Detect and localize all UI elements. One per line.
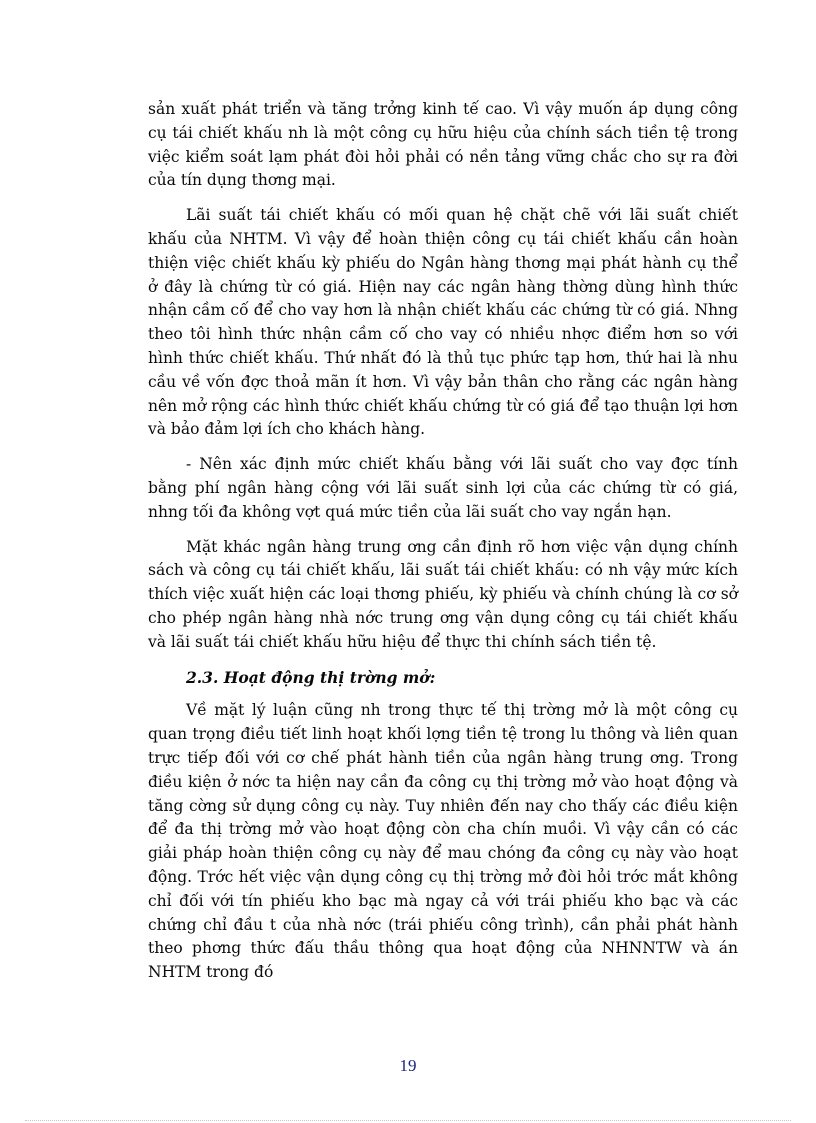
paragraph-1: sản xuất phát triển và tăng trởng kinh tế cao. Vì vậy muốn áp dụng công cụ tái chiết khấu nh là một công cụ hữu hiệu của chính sách tiền tệ trong việc kiểm soát lạm phát đòi hỏi phải có nền tảng vững chắc cho sự ra đời của tín dụng thơng mại. [148,100,738,190]
paragraph-2: Lãi suất tái chiết khấu có mối quan hệ chặt chẽ với lãi suất chiết khấu của NHTM. Vì vậy để hoàn thiện công cụ tái chiết khấu cần hoàn thiện việc chiết khấu kỳ phiếu do Ngân hàng thơng mại phát hành cụ thể ở đây là chứng từ có giá. Hiện nay các ngân hàng thờng dùng hình thức nhận cầm cố để cho vay hơn là nhận chiết khấu các chứng từ có giá. Nhng theo tôi hình thức nhận cầm cố cho vay có nhiều nhợc điểm hơn so với hình thức chiết khấu. Thứ nhất đó là thủ tục phức tạp hơn, thứ hai là nhu cầu về vốn đợc thoả mãn ít hơn. Vì vậy bản thân cho rằng các ngân hàng nên mở rộng các hình thức chiết khấu chứng từ có giá để tạo thuận lợi hơn và bảo đảm lợi ích cho khách hàng. [148,206,738,439]
paragraph-4: Mặt khác ngân hàng trung ơng cần định rõ hơn việc vận dụng chính sách và công cụ tái chiết khấu, lãi suất tái chiết khấu: có nh vậy mức kích thích việc xuất hiện các loại thơng phiếu, kỳ phiếu và chính chúng là cơ sở cho phép ngân hàng nhà nớc trung ơng vận dụng công cụ tái chiết khấu và lãi suất tái chiết khấu hữu hiệu để thực thi chính sách tiền tệ. [148,537,738,651]
page-number: 19 [399,1056,417,1075]
page-bottom-divider [25,1120,791,1121]
paragraph-3: - Nên xác định mức chiết khấu bằng với lãi suất cho vay đợc tính bằng phí ngân hàng cộng với lãi suất sinh lợi của các chứng từ có giá, nhng tối đa không vợt quá mức tiền của lãi suất cho vay ngắn hạn. [148,455,738,521]
document-body [148,98,738,996]
section-paragraph: Về mặt lý luận cũng nh trong thực tế thị trờng mở là một công cụ quan trọng điều tiết linh hoạt khối lợng tiền tệ trong lu thông và liên quan trực tiếp đối với cơ chế phát hành tiền của ngân hàng trung ơng. Trong điều kiện ở nớc ta hiện nay cần đa công cụ thị trờng mở vào hoạt động và tăng cờng sử dụng công cụ này. Tuy nhiên đến nay cho thấy các điều kiện để đa thị trờng mở vào hoạt động còn cha chín muồi. Vì vậy cần có các giải pháp hoàn thiện công cụ này để mau chóng đa công cụ này vào hoạt động. Trớc hết việc vận dụng công cụ thị trờng mở đòi hỏi trớc mắt không chỉ đối với tín phiếu kho bạc mà ngay cả với trái phiếu kho bạc và các chứng chỉ đầu t của nhà nớc (trái phiếu công trình), cần phải phát hành theo phơng thức đấu thầu thông qua hoạt động của NHNNTW và án NHTM trong đó [148,701,738,982]
section-heading: 2.3. Hoạt động thị trờng mở: [186,667,436,687]
